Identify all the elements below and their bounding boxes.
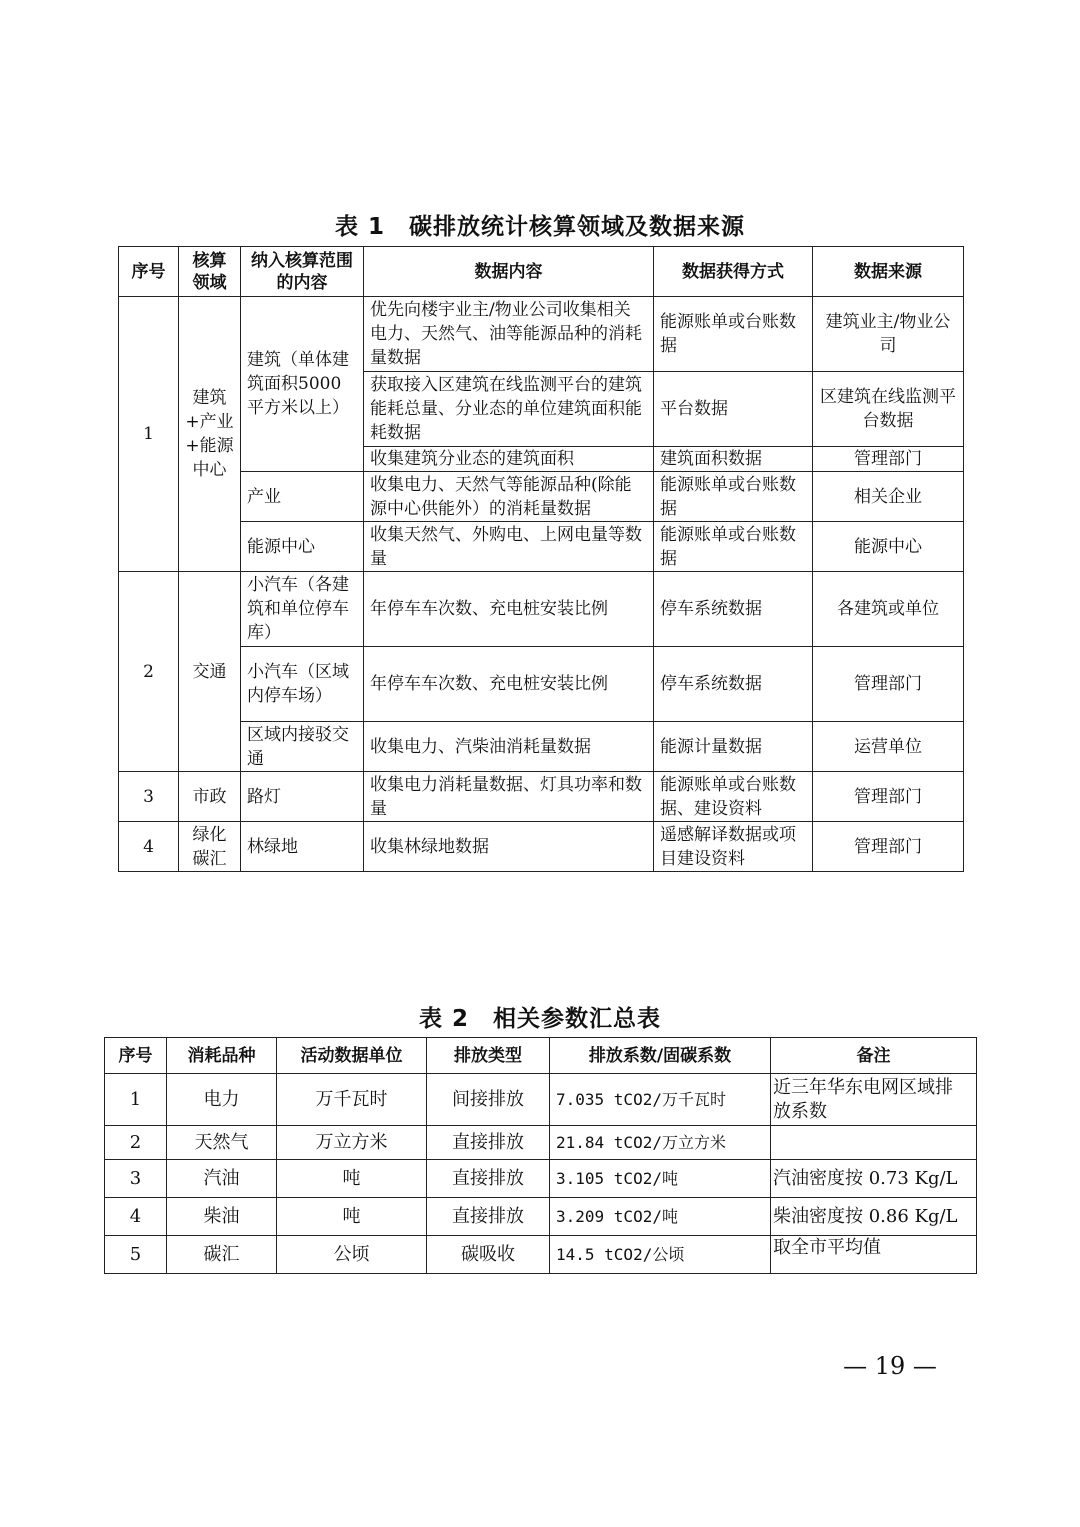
scope-cell: 能源中心 [241,522,364,572]
scope-cell: 产业 [241,472,364,522]
header-cell: 纳入核算范围的内容 [241,247,364,297]
table1-caption: 表 1 碳排放统计核算领域及数据来源 [334,214,745,240]
table2-caption: 表 2 相关参数汇总表 [418,1006,661,1032]
header-cell: 数据来源 [813,247,964,297]
method-cell: 停车系统数据 [654,572,813,647]
unit-cell: 公顷 [277,1236,427,1274]
method-cell: 能源账单或台账数据 [654,472,813,522]
header-cell: 数据获得方式 [654,247,813,297]
method-cell: 建筑面积数据 [654,447,813,472]
source-cell: 管理部门 [813,772,964,822]
table-row [119,722,964,772]
source-cell: 管理部门 [813,647,964,722]
method-cell: 能源账单或台账数据、建设资料 [654,772,813,822]
factor-cell: 3.209 tCO2/吨 [550,1198,771,1236]
factor-cell: 7.035 tCO2/万千瓦时 [550,1074,771,1126]
method-cell: 遥感解译数据或项目建设资料 [654,822,813,872]
unit-cell: 万千瓦时 [277,1074,427,1126]
table-row [105,1160,977,1198]
note-cell: 取全市平均值 [771,1236,977,1274]
scope-cell: 路灯 [241,772,364,822]
table-row [105,1198,977,1236]
row-number: 2 [119,572,179,772]
row-number: 3 [119,772,179,822]
table-row [105,1236,977,1274]
header-cell: 备注 [771,1038,977,1074]
row-number: 2 [105,1126,167,1160]
method-cell: 停车系统数据 [654,647,813,722]
table-row [119,472,964,522]
header-cell: 核算领域 [179,247,241,297]
source-cell: 管理部门 [813,447,964,472]
table-row [119,647,964,722]
table-row [105,1074,977,1126]
type-cell: 直接排放 [427,1126,550,1160]
scope-cell: 区域内接驳交通 [241,722,364,772]
scope-cell: 建筑（单体建筑面积5000平方米以上） [241,297,364,472]
header-cell: 数据内容 [364,247,654,297]
source-cell: 相关企业 [813,472,964,522]
scope-cell: 小汽车（各建筑和单位停车库） [241,572,364,647]
factor-cell: 3.105 tCO2/吨 [550,1160,771,1198]
scope-cell: 林绿地 [241,822,364,872]
header-cell: 序号 [119,247,179,297]
header-cell: 排放系数/固碳系数 [550,1038,771,1074]
content-cell: 收集林绿地数据 [364,822,654,872]
factor-cell: 14.5 tCO2/公顷 [550,1236,771,1274]
header-cell: 序号 [105,1038,167,1074]
domain-cell: 建筑+产业+能源中心 [179,297,241,572]
content-cell: 收集天然气、外购电、上网电量等数量 [364,522,654,572]
content-cell: 收集建筑分业态的建筑面积 [364,447,654,472]
method-cell: 能源账单或台账数据 [654,522,813,572]
type-cell: 直接排放 [427,1160,550,1198]
type-cell: 直接排放 [427,1198,550,1236]
domain-cell: 绿化碳汇 [179,822,241,872]
method-cell: 能源计量数据 [654,722,813,772]
table-row [105,1126,977,1160]
content-cell: 年停车车次数、充电桩安装比例 [364,647,654,722]
content-cell: 收集电力、汽柴油消耗量数据 [364,722,654,772]
item-cell: 天然气 [167,1126,277,1160]
source-cell: 建筑业主/物业公司 [813,297,964,372]
row-number: 5 [105,1236,167,1274]
source-cell: 能源中心 [813,522,964,572]
row-number: 4 [119,822,179,872]
item-cell: 柴油 [167,1198,277,1236]
scope-cell: 小汽车（区域内停车场） [241,647,364,722]
source-cell: 各建筑或单位 [813,572,964,647]
factor-cell: 21.84 tCO2/万立方米 [550,1126,771,1160]
header-cell: 活动数据单位 [277,1038,427,1074]
source-cell: 区建筑在线监测平台数据 [813,372,964,447]
unit-cell: 万立方米 [277,1126,427,1160]
row-number: 1 [105,1074,167,1126]
content-cell: 年停车车次数、充电桩安装比例 [364,572,654,647]
domain-cell: 交通 [179,572,241,772]
content-cell: 收集电力、天然气等能源品种(除能源中心供能外）的消耗量数据 [364,472,654,522]
item-cell: 电力 [167,1074,277,1126]
note-cell: 近三年华东电网区域排放系数 [771,1074,977,1126]
table-row [119,772,964,822]
table-row [119,822,964,872]
method-cell: 能源账单或台账数据 [654,297,813,372]
table-header-row [105,1038,977,1074]
unit-cell: 吨 [277,1198,427,1236]
content-cell: 优先向楼宇业主/物业公司收集相关电力、天然气、油等能源品种的消耗量数据 [364,297,654,372]
row-number: 4 [105,1198,167,1236]
unit-cell: 吨 [277,1160,427,1198]
item-cell: 碳汇 [167,1236,277,1274]
note-cell: 汽油密度按 0.73 Kg/L [771,1160,977,1198]
page-number: — 19 — [843,1352,937,1380]
method-cell: 平台数据 [654,372,813,447]
content-cell: 收集电力消耗量数据、灯具功率和数量 [364,772,654,822]
header-cell: 排放类型 [427,1038,550,1074]
note-cell: 柴油密度按 0.86 Kg/L [771,1198,977,1236]
row-number: 1 [119,297,179,572]
type-cell: 碳吸收 [427,1236,550,1274]
table-row [119,297,964,372]
content-cell: 获取接入区建筑在线监测平台的建筑能耗总量、分业态的单位建筑面积能耗数据 [364,372,654,447]
item-cell: 汽油 [167,1160,277,1198]
type-cell: 间接排放 [427,1074,550,1126]
row-number: 3 [105,1160,167,1198]
source-cell: 管理部门 [813,822,964,872]
table-row [119,572,964,647]
note-cell [771,1126,977,1160]
table-row [119,522,964,572]
carbon-accounting-table [118,246,964,872]
header-cell: 消耗品种 [167,1038,277,1074]
table-header-row [119,247,964,297]
domain-cell: 市政 [179,772,241,822]
parameters-summary-table [104,1037,977,1274]
source-cell: 运营单位 [813,722,964,772]
